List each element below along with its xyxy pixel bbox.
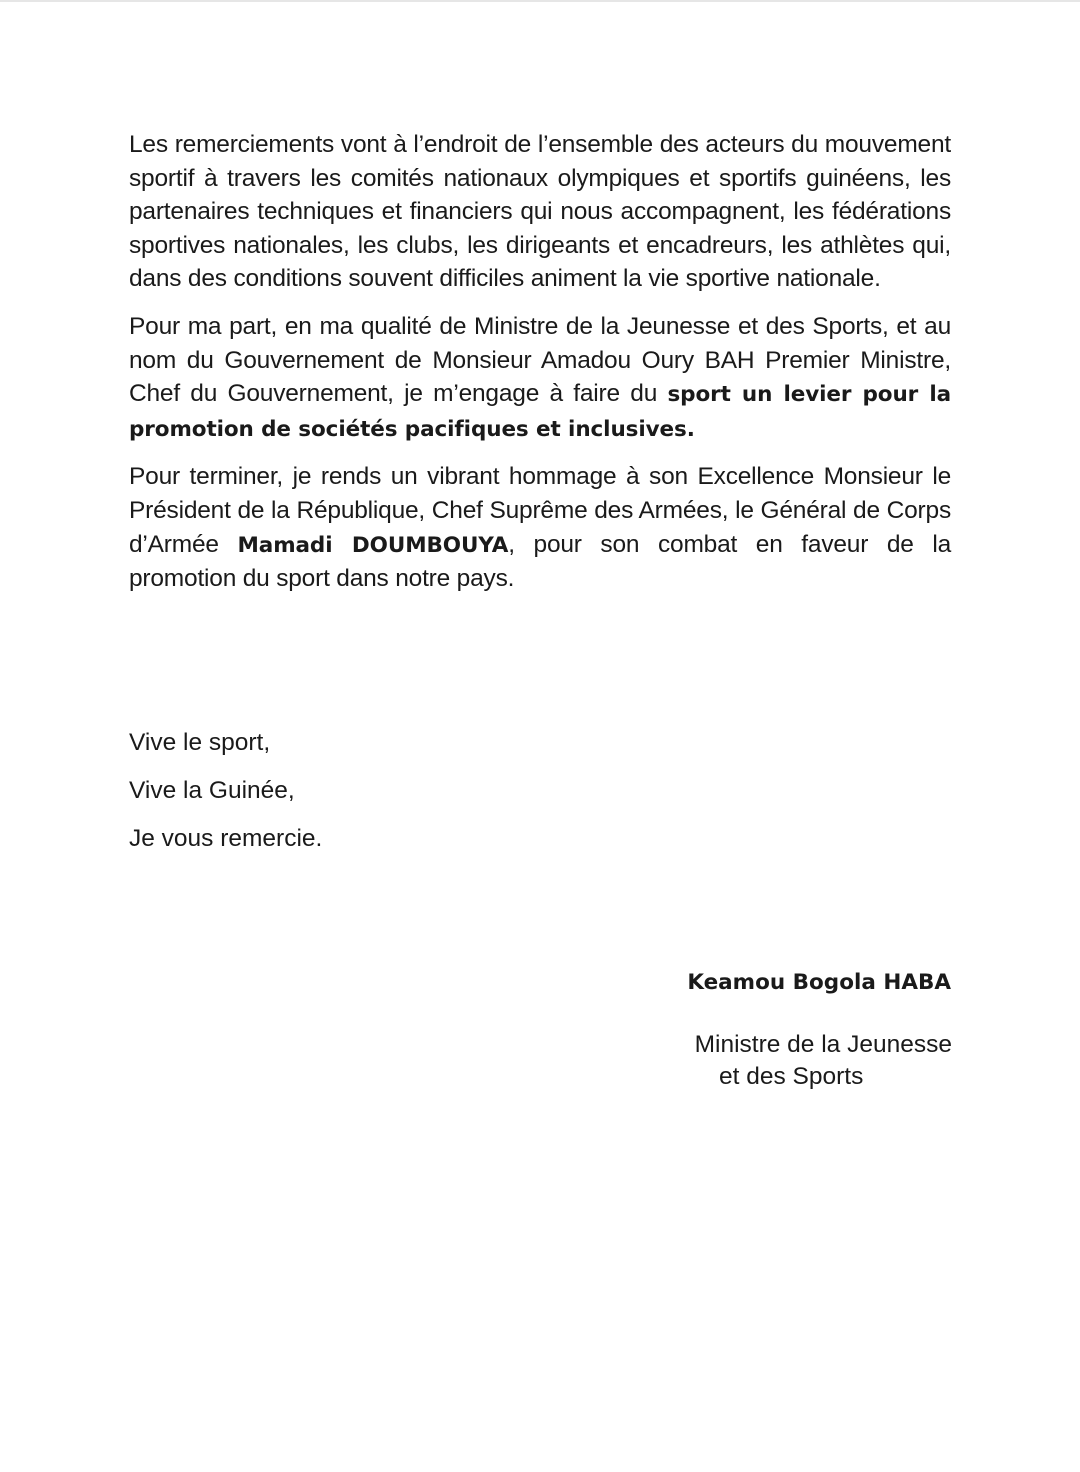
closing-line: Vive la Guinée, — [129, 777, 295, 804]
signatory-name: Keamou Bogola HABA — [687, 970, 951, 995]
document-body — [129, 128, 951, 610]
paragraph-text: Pour ma part, en ma qualité de Ministre de la Jeunesse et des Sports, et au nom du Gouvernement de Monsieur Amadou Oury BAH Premier Ministre, Chef du Gouvernement, je m’engage à faire du — [129, 312, 951, 408]
paragraph-acknowledgements — [129, 128, 951, 296]
signatory-title — [668, 1029, 952, 1093]
emphasis-text: sport un levier pour la promotion de sociétés pacifiques et inclusives. — [129, 382, 951, 442]
closing-line: Je vous remercie. — [129, 825, 323, 852]
signatory-title-line: Ministre de la Jeunesse — [694, 1031, 952, 1058]
closing-lines — [129, 726, 322, 870]
closing-line: Vive le sport, — [129, 729, 271, 756]
paragraph-text: , pour son combat en faveur de la promotion du sport dans notre pays. — [129, 530, 952, 593]
paragraph-text: Les remerciements vont à l’endroit de l’ensemble des acteurs du mouvement sportif à travers les comités nationaux olympiques et sportifs guinéens, les partenaires techniques et financiers qui nous accompagnent, les fédérations sportives nationales, les clubs, les dirigeants et encadreurs, les athlètes qui, dans des conditions souvent difficiles animent la vie sportive nationale. — [129, 131, 951, 293]
president-name: Mamadi DOUMBOUYA — [237, 532, 509, 558]
signatory-title-line: et des Sports — [719, 1063, 864, 1090]
paragraph-commitment — [129, 310, 951, 446]
top-border — [0, 0, 1080, 2]
paragraph-tribute — [129, 460, 951, 595]
paragraph-text: Pour terminer, je rends un vibrant hommage à son Excellence Monsieur le Président de la République, Chef Suprême des Armées, le Général de Corps d’Armée — [129, 463, 951, 558]
